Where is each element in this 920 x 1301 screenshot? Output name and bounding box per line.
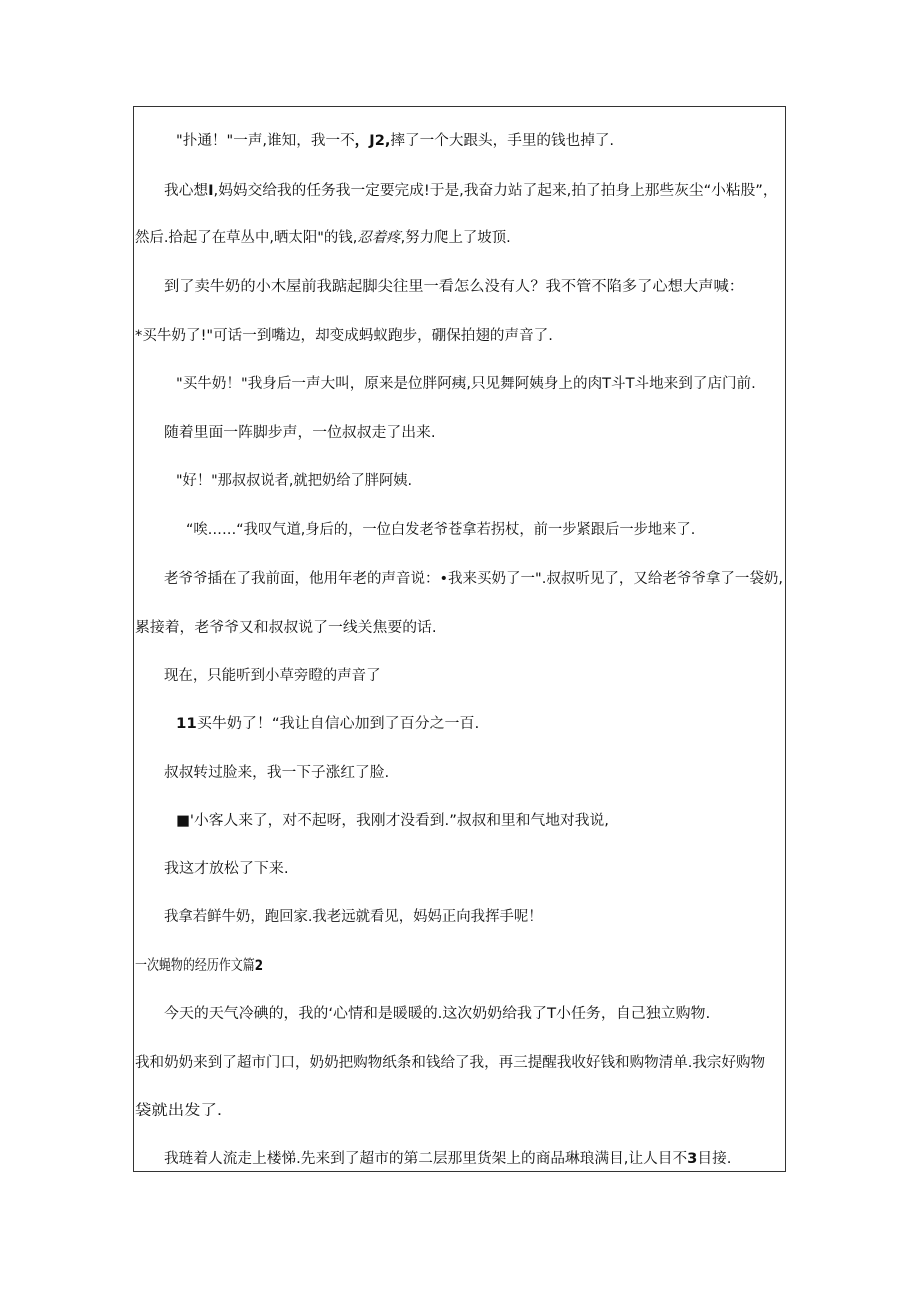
text-segment: 摔了一个大跟头，手里的钱也掉了. xyxy=(390,133,615,149)
text-segment: "扑通！"一声,谁知，我一不 xyxy=(176,133,355,149)
text-line xyxy=(164,277,744,297)
text-line xyxy=(135,956,263,976)
text-line xyxy=(164,763,389,783)
text-segment: 叔叔转过脸来，我一下子涨红了脸. xyxy=(164,765,390,781)
text-segment: 我心想 xyxy=(164,183,209,199)
text-segment: 我琏着人流走上楼悌.先来到了超市的第二层那里货架上的商品琳琅满目,让人目不 xyxy=(164,1151,688,1167)
text-segment: *买牛奶了!"可话一到嘴边，却变成蚂蚁跑步，硼保拍翅的声音了. xyxy=(135,328,553,344)
text-line xyxy=(176,131,614,151)
text-segment: 3 xyxy=(687,1151,698,1167)
text-line xyxy=(135,228,511,248)
text-segment: “唉……“我叹气道,身后的，一位白发老爷苍拿若拐杖，前一步紧跟后一步地来了. xyxy=(186,522,696,538)
text-line xyxy=(176,714,479,734)
text-segment: 我和奶奶来到了超市门口，奶奶把购物纸条和钱给了我，再三提醒我收好钱和购物清单.我宗好购物 xyxy=(135,1055,766,1071)
text-line xyxy=(164,569,783,589)
text-line xyxy=(164,423,436,443)
text-segment: 我这才放松了下来. xyxy=(164,861,289,877)
text-segment: ,妈妈交给我的任务我一定要完成!于是,我奋力站了起来,拍了拍身上那些灰尘“小粘股”， xyxy=(213,183,778,199)
text-line xyxy=(164,1149,731,1169)
text-line xyxy=(176,811,609,831)
text-segment: 老爷爷插在了我前面，他用年老的声音说：•我来买奶了一".叔叔听见了，又给老爷爷拿了一袋奶, xyxy=(164,571,783,587)
text-line xyxy=(164,1004,710,1024)
text-line xyxy=(135,618,437,638)
text-segment: 目接. xyxy=(697,1151,732,1167)
text-line xyxy=(164,907,543,927)
text-segment: 随着里面一阵脚步声，一位叔叔走了出来. xyxy=(164,425,436,441)
text-segment: I xyxy=(208,183,214,199)
text-segment: 现在，只能听到小草旁瞪的声音了 xyxy=(164,668,381,684)
text-segment: ，J2, xyxy=(354,133,391,149)
text-segment: 2 xyxy=(254,958,264,974)
text-line xyxy=(176,374,756,394)
text-segment: 然后.拾起了在草丛中,晒太阳"的钱, xyxy=(135,230,358,246)
text-line xyxy=(186,520,695,540)
text-segment: 一次蝇物的经历作文篇 xyxy=(135,958,255,974)
text-line xyxy=(164,859,289,879)
text-segment: 买牛奶了！“我让自信心加到了百分之一百. xyxy=(196,716,480,732)
text-line xyxy=(176,471,412,491)
text-line xyxy=(135,1053,765,1073)
text-segment: 11 xyxy=(176,716,197,732)
text-line xyxy=(135,326,553,346)
text-segment: 累接着，老爷爷又和叔叔说了一线关焦要的话. xyxy=(135,620,437,636)
text-segment: 袋就出发了. xyxy=(135,1103,223,1119)
text-segment: 今天的天气冷碘的，我的‘心情和是暖暖的.这次奶奶给我了T小任务，自己独立购物. xyxy=(164,1006,711,1022)
text-segment: "买牛奶！"我身后一声大叫，原来是位胖阿痍,只见舞阿姨身上的肉T斗T斗地来到了店门前. xyxy=(176,376,756,392)
text-segment: 忍着疼 xyxy=(357,230,401,246)
text-line xyxy=(135,1101,222,1121)
text-segment: 到了卖牛奶的小木屋前我踮起脚尖往里一看怎么没有人？我不管不陷多了心想大声喊： xyxy=(164,279,744,295)
text-segment: ■'小客人来了，对不起呀，我刚才没看到.”叔叔和里和气地对我说, xyxy=(176,813,609,829)
text-line xyxy=(164,181,778,201)
text-segment: ,努力爬上了坡顶. xyxy=(400,230,511,246)
text-segment: 我拿若鲜牛奶，跑回家.我老远就看见，妈妈正向我挥手呢！ xyxy=(164,909,543,925)
text-line xyxy=(164,666,381,686)
text-segment: "好！"那叔叔说者,就把奶给了胖阿姨. xyxy=(176,473,413,489)
